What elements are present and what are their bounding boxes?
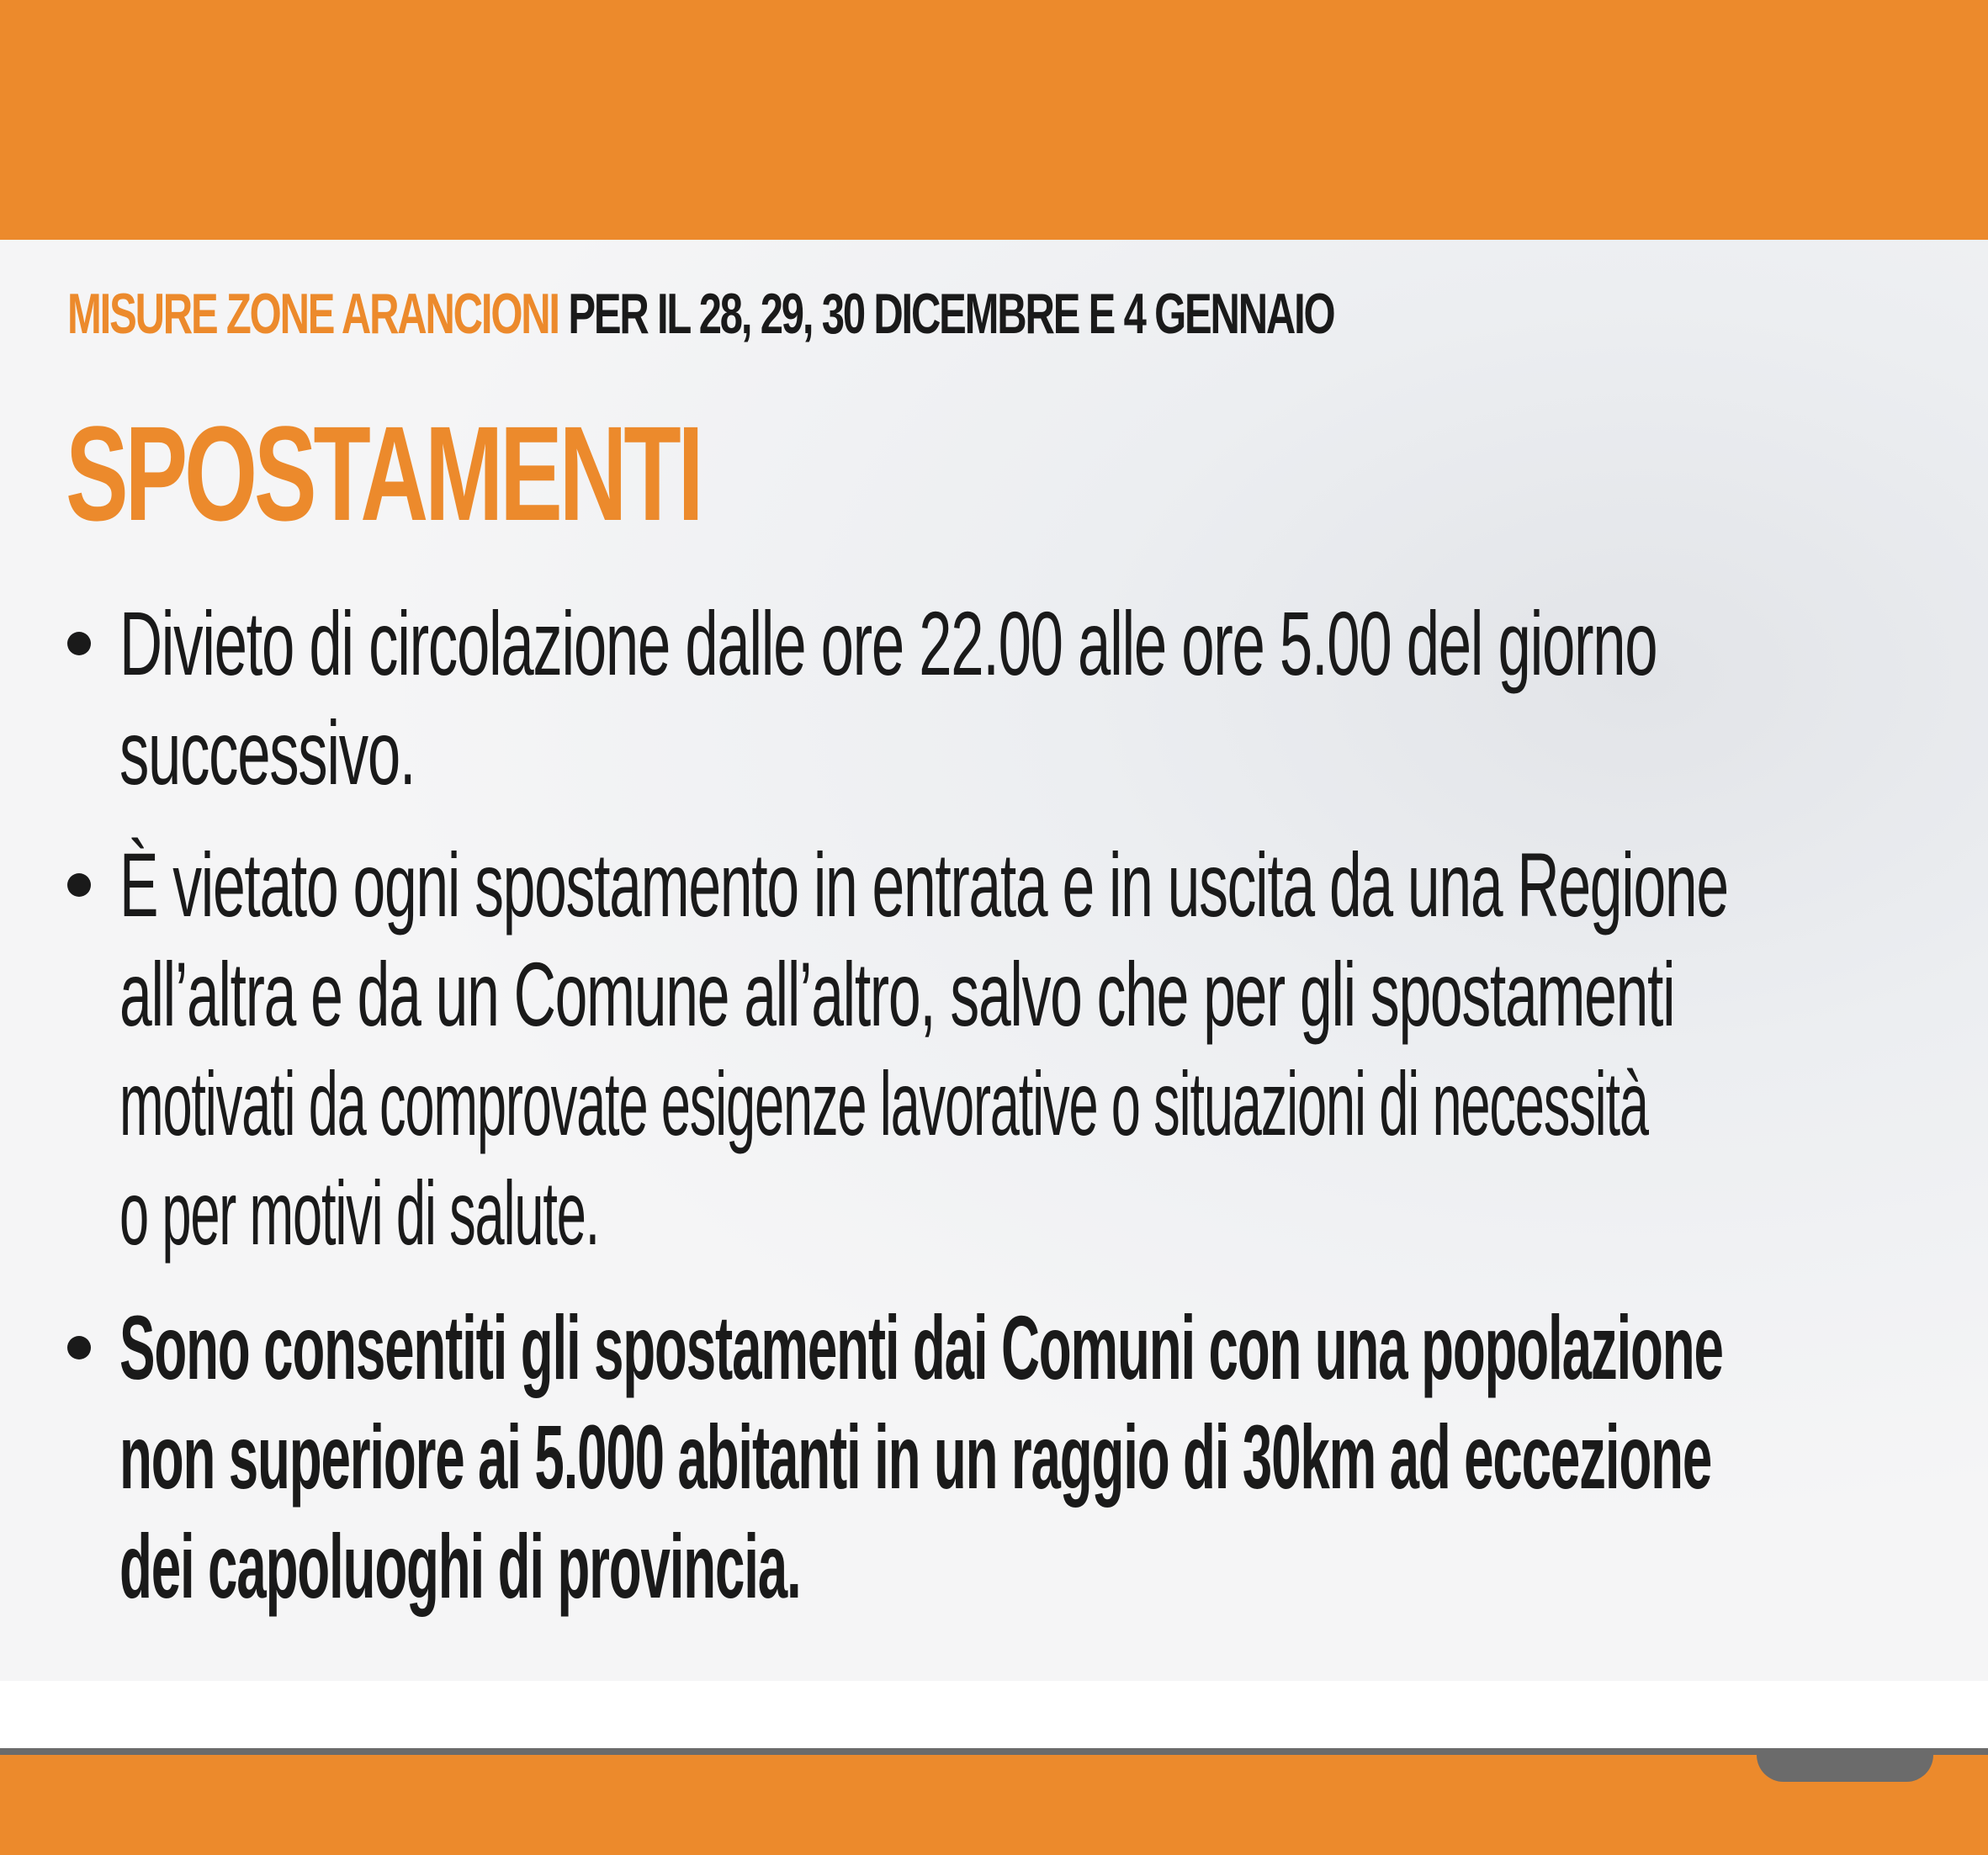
bottom-gray-rule	[0, 1748, 1988, 1755]
bullet-dot-icon	[67, 873, 91, 897]
bullet-line: È vietato ogni spostamento in entrata e in uscita da una Regione	[119, 834, 1728, 935]
bullet-line: Sono consentiti gli spostamenti dai Comuni con una popolazione	[119, 1296, 1723, 1398]
bottom-gray-tab	[1757, 1755, 1933, 1782]
page-title: SPOSTAMENTI	[66, 398, 701, 549]
bullet-line: Divieto di circolazione dalle ore 22.00 alle ore 5.00 del giorno	[119, 592, 1657, 694]
bullet-line: all’altra e da un Comune all’altro, salvo che per gli spostamenti	[119, 943, 1675, 1045]
bullet-line: non superiore ai 5.000 abitanti in un raggio di 30km ad eccezione	[119, 1406, 1712, 1508]
bullet-line: motivati da comprovate esigenze lavorative o situazioni di necessità	[119, 1052, 1648, 1154]
header-line	[67, 276, 1400, 352]
bullet-dot-icon	[67, 632, 91, 655]
bullet-line: o per motivi di salute.	[119, 1162, 600, 1264]
bullet-dot-icon	[67, 1336, 91, 1359]
header-accent-text: MISURE ZONE ARANCIONI	[67, 282, 559, 346]
bullet-line: successivo.	[119, 702, 416, 803]
bottom-orange-band	[0, 1748, 1988, 1855]
bullet-line: dei capoluoghi di provincia.	[119, 1515, 801, 1617]
white-divider-strip	[0, 1681, 1988, 1748]
header-rest-text: PER IL 28, 29, 30 DICEMBRE E 4 GENNAIO	[568, 282, 1334, 346]
top-orange-band	[0, 0, 1988, 240]
